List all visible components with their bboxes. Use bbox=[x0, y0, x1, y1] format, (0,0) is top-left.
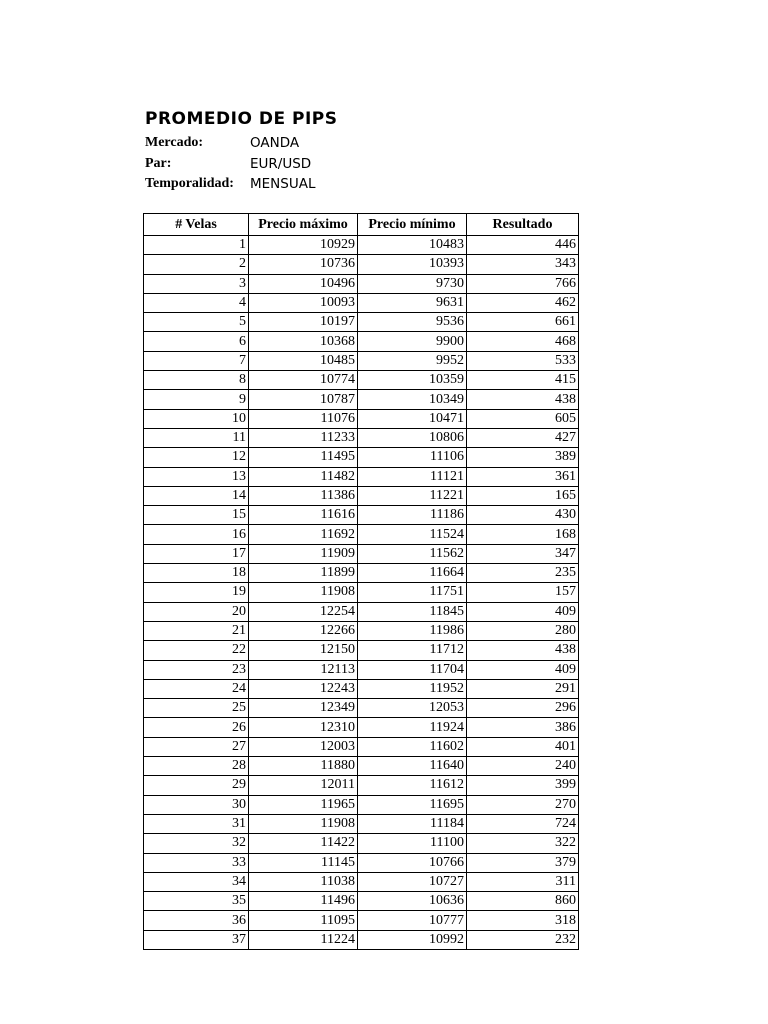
precio-maximo-cell: 10736 bbox=[249, 255, 358, 274]
precio-maximo-cell: 11692 bbox=[249, 525, 358, 544]
table-row bbox=[144, 313, 579, 332]
table-row bbox=[144, 332, 579, 351]
table-row bbox=[144, 371, 579, 390]
table-row bbox=[144, 911, 579, 930]
velas-cell: 37 bbox=[144, 930, 249, 949]
resultado-cell: 343 bbox=[467, 255, 579, 274]
velas-cell: 17 bbox=[144, 544, 249, 563]
precio-maximo-cell: 11386 bbox=[249, 486, 358, 505]
table-row bbox=[144, 776, 579, 795]
precio-maximo-cell: 11095 bbox=[249, 911, 358, 930]
meta-value: OANDA bbox=[250, 135, 300, 152]
precio-minimo-cell: 11751 bbox=[358, 583, 467, 602]
precio-maximo-cell: 11496 bbox=[249, 892, 358, 911]
velas-cell: 4 bbox=[144, 293, 249, 312]
precio-minimo-cell: 10992 bbox=[358, 930, 467, 949]
table-row bbox=[144, 564, 579, 583]
page-title: PROMEDIO DE PIPS bbox=[145, 109, 338, 129]
meta-info bbox=[145, 133, 315, 195]
precio-minimo-cell: 9730 bbox=[358, 274, 467, 293]
velas-cell: 35 bbox=[144, 892, 249, 911]
precio-minimo-cell: 11712 bbox=[358, 641, 467, 660]
precio-maximo-cell: 10496 bbox=[249, 274, 358, 293]
precio-maximo-cell: 11495 bbox=[249, 448, 358, 467]
precio-minimo-cell: 9900 bbox=[358, 332, 467, 351]
velas-cell: 9 bbox=[144, 390, 249, 409]
precio-minimo-cell: 10393 bbox=[358, 255, 467, 274]
velas-cell: 19 bbox=[144, 583, 249, 602]
velas-cell: 30 bbox=[144, 795, 249, 814]
precio-minimo-cell: 10483 bbox=[358, 236, 467, 255]
resultado-cell: 311 bbox=[467, 872, 579, 891]
precio-maximo-cell: 11038 bbox=[249, 872, 358, 891]
velas-cell: 24 bbox=[144, 679, 249, 698]
precio-maximo-cell: 12150 bbox=[249, 641, 358, 660]
resultado-cell: 157 bbox=[467, 583, 579, 602]
precio-maximo-cell: 11145 bbox=[249, 853, 358, 872]
table-row bbox=[144, 872, 579, 891]
precio-maximo-cell: 12266 bbox=[249, 621, 358, 640]
table-row bbox=[144, 718, 579, 737]
table-row bbox=[144, 525, 579, 544]
resultado-cell: 280 bbox=[467, 621, 579, 640]
precio-minimo-cell: 11602 bbox=[358, 737, 467, 756]
precio-minimo-cell: 11186 bbox=[358, 506, 467, 525]
resultado-cell: 347 bbox=[467, 544, 579, 563]
velas-cell: 1 bbox=[144, 236, 249, 255]
meta-value: MENSUAL bbox=[250, 176, 316, 193]
table-row bbox=[144, 506, 579, 525]
resultado-cell: 438 bbox=[467, 641, 579, 660]
resultado-cell: 318 bbox=[467, 911, 579, 930]
precio-maximo-cell: 11616 bbox=[249, 506, 358, 525]
column-header-velas: # Velas bbox=[144, 214, 249, 236]
table-row bbox=[144, 448, 579, 467]
velas-cell: 5 bbox=[144, 313, 249, 332]
precio-minimo-cell: 9536 bbox=[358, 313, 467, 332]
precio-minimo-cell: 11640 bbox=[358, 757, 467, 776]
table-row bbox=[144, 544, 579, 563]
velas-cell: 29 bbox=[144, 776, 249, 795]
resultado-cell: 661 bbox=[467, 313, 579, 332]
resultado-cell: 605 bbox=[467, 409, 579, 428]
table-body bbox=[144, 236, 579, 950]
precio-maximo-cell: 10774 bbox=[249, 371, 358, 390]
resultado-cell: 232 bbox=[467, 930, 579, 949]
velas-cell: 10 bbox=[144, 409, 249, 428]
table-row bbox=[144, 757, 579, 776]
precio-maximo-cell: 10197 bbox=[249, 313, 358, 332]
precio-minimo-cell: 11524 bbox=[358, 525, 467, 544]
resultado-cell: 322 bbox=[467, 834, 579, 853]
precio-minimo-cell: 10727 bbox=[358, 872, 467, 891]
table-row bbox=[144, 486, 579, 505]
precio-maximo-cell: 10485 bbox=[249, 351, 358, 370]
velas-cell: 8 bbox=[144, 371, 249, 390]
precio-minimo-cell: 10777 bbox=[358, 911, 467, 930]
column-header-precio-maximo: Precio máximo bbox=[249, 214, 358, 236]
resultado-cell: 389 bbox=[467, 448, 579, 467]
resultado-cell: 468 bbox=[467, 332, 579, 351]
precio-maximo-cell: 11233 bbox=[249, 428, 358, 447]
precio-minimo-cell: 11845 bbox=[358, 602, 467, 621]
precio-minimo-cell: 10471 bbox=[358, 409, 467, 428]
velas-cell: 22 bbox=[144, 641, 249, 660]
precio-minimo-cell: 11986 bbox=[358, 621, 467, 640]
precio-minimo-cell: 11695 bbox=[358, 795, 467, 814]
velas-cell: 25 bbox=[144, 699, 249, 718]
pips-table bbox=[143, 213, 579, 950]
velas-cell: 33 bbox=[144, 853, 249, 872]
table-row bbox=[144, 274, 579, 293]
resultado-cell: 462 bbox=[467, 293, 579, 312]
precio-minimo-cell: 11612 bbox=[358, 776, 467, 795]
table-row bbox=[144, 834, 579, 853]
precio-maximo-cell: 11899 bbox=[249, 564, 358, 583]
table-row bbox=[144, 814, 579, 833]
velas-cell: 27 bbox=[144, 737, 249, 756]
table-row bbox=[144, 641, 579, 660]
precio-maximo-cell: 12003 bbox=[249, 737, 358, 756]
precio-maximo-cell: 11965 bbox=[249, 795, 358, 814]
precio-maximo-cell: 11880 bbox=[249, 757, 358, 776]
precio-maximo-cell: 11422 bbox=[249, 834, 358, 853]
table-row bbox=[144, 679, 579, 698]
precio-minimo-cell: 11221 bbox=[358, 486, 467, 505]
precio-minimo-cell: 10349 bbox=[358, 390, 467, 409]
precio-minimo-cell: 11952 bbox=[358, 679, 467, 698]
precio-minimo-cell: 11184 bbox=[358, 814, 467, 833]
resultado-cell: 446 bbox=[467, 236, 579, 255]
velas-cell: 20 bbox=[144, 602, 249, 621]
velas-cell: 2 bbox=[144, 255, 249, 274]
precio-minimo-cell: 11924 bbox=[358, 718, 467, 737]
precio-maximo-cell: 12310 bbox=[249, 718, 358, 737]
velas-cell: 32 bbox=[144, 834, 249, 853]
meta-label: Par: bbox=[145, 155, 172, 171]
meta-label: Temporalidad: bbox=[145, 176, 234, 192]
table-row bbox=[144, 428, 579, 447]
precio-minimo-cell: 11121 bbox=[358, 467, 467, 486]
precio-minimo-cell: 9952 bbox=[358, 351, 467, 370]
resultado-cell: 361 bbox=[467, 467, 579, 486]
resultado-cell: 409 bbox=[467, 602, 579, 621]
meta-row-temporalidad bbox=[145, 174, 315, 195]
precio-maximo-cell: 11224 bbox=[249, 930, 358, 949]
resultado-cell: 401 bbox=[467, 737, 579, 756]
resultado-cell: 240 bbox=[467, 757, 579, 776]
resultado-cell: 386 bbox=[467, 718, 579, 737]
precio-maximo-cell: 11076 bbox=[249, 409, 358, 428]
velas-cell: 28 bbox=[144, 757, 249, 776]
velas-cell: 23 bbox=[144, 660, 249, 679]
velas-cell: 34 bbox=[144, 872, 249, 891]
table-row bbox=[144, 236, 579, 255]
precio-minimo-cell: 10359 bbox=[358, 371, 467, 390]
precio-maximo-cell: 11908 bbox=[249, 814, 358, 833]
meta-row-par bbox=[145, 154, 315, 175]
velas-cell: 16 bbox=[144, 525, 249, 544]
meta-label: Mercado: bbox=[145, 135, 204, 151]
precio-minimo-cell: 11100 bbox=[358, 834, 467, 853]
table-row bbox=[144, 293, 579, 312]
table-header-row bbox=[144, 214, 579, 236]
table-row bbox=[144, 795, 579, 814]
table-row bbox=[144, 351, 579, 370]
resultado-cell: 379 bbox=[467, 853, 579, 872]
precio-maximo-cell: 11482 bbox=[249, 467, 358, 486]
velas-cell: 31 bbox=[144, 814, 249, 833]
precio-maximo-cell: 10093 bbox=[249, 293, 358, 312]
velas-cell: 21 bbox=[144, 621, 249, 640]
velas-cell: 7 bbox=[144, 351, 249, 370]
precio-maximo-cell: 10368 bbox=[249, 332, 358, 351]
table-row bbox=[144, 409, 579, 428]
table-row bbox=[144, 853, 579, 872]
resultado-cell: 724 bbox=[467, 814, 579, 833]
table-row bbox=[144, 699, 579, 718]
precio-minimo-cell: 12053 bbox=[358, 699, 467, 718]
table-row bbox=[144, 390, 579, 409]
resultado-cell: 533 bbox=[467, 351, 579, 370]
table-row bbox=[144, 467, 579, 486]
precio-maximo-cell: 11908 bbox=[249, 583, 358, 602]
velas-cell: 18 bbox=[144, 564, 249, 583]
resultado-cell: 438 bbox=[467, 390, 579, 409]
velas-cell: 26 bbox=[144, 718, 249, 737]
precio-minimo-cell: 9631 bbox=[358, 293, 467, 312]
table-row bbox=[144, 583, 579, 602]
table-row bbox=[144, 660, 579, 679]
precio-maximo-cell: 10929 bbox=[249, 236, 358, 255]
precio-maximo-cell: 12349 bbox=[249, 699, 358, 718]
resultado-cell: 235 bbox=[467, 564, 579, 583]
resultado-cell: 296 bbox=[467, 699, 579, 718]
table-row bbox=[144, 255, 579, 274]
precio-minimo-cell: 11664 bbox=[358, 564, 467, 583]
resultado-cell: 430 bbox=[467, 506, 579, 525]
table-row bbox=[144, 737, 579, 756]
column-header-resultado: Resultado bbox=[467, 214, 579, 236]
resultado-cell: 168 bbox=[467, 525, 579, 544]
table-row bbox=[144, 892, 579, 911]
meta-value: EUR/USD bbox=[250, 155, 312, 172]
column-header-precio-minimo: Precio mínimo bbox=[358, 214, 467, 236]
precio-maximo-cell: 12113 bbox=[249, 660, 358, 679]
resultado-cell: 427 bbox=[467, 428, 579, 447]
resultado-cell: 860 bbox=[467, 892, 579, 911]
resultado-cell: 270 bbox=[467, 795, 579, 814]
velas-cell: 13 bbox=[144, 467, 249, 486]
precio-minimo-cell: 11106 bbox=[358, 448, 467, 467]
resultado-cell: 409 bbox=[467, 660, 579, 679]
precio-maximo-cell: 12011 bbox=[249, 776, 358, 795]
velas-cell: 36 bbox=[144, 911, 249, 930]
resultado-cell: 291 bbox=[467, 679, 579, 698]
precio-maximo-cell: 11909 bbox=[249, 544, 358, 563]
resultado-cell: 165 bbox=[467, 486, 579, 505]
velas-cell: 3 bbox=[144, 274, 249, 293]
precio-minimo-cell: 10636 bbox=[358, 892, 467, 911]
resultado-cell: 766 bbox=[467, 274, 579, 293]
resultado-cell: 399 bbox=[467, 776, 579, 795]
velas-cell: 6 bbox=[144, 332, 249, 351]
precio-maximo-cell: 12254 bbox=[249, 602, 358, 621]
precio-maximo-cell: 12243 bbox=[249, 679, 358, 698]
velas-cell: 15 bbox=[144, 506, 249, 525]
table-row bbox=[144, 602, 579, 621]
velas-cell: 11 bbox=[144, 428, 249, 447]
precio-minimo-cell: 11562 bbox=[358, 544, 467, 563]
velas-cell: 12 bbox=[144, 448, 249, 467]
table-row bbox=[144, 621, 579, 640]
precio-minimo-cell: 10806 bbox=[358, 428, 467, 447]
precio-maximo-cell: 10787 bbox=[249, 390, 358, 409]
meta-row-mercado bbox=[145, 133, 315, 154]
precio-minimo-cell: 10766 bbox=[358, 853, 467, 872]
table-row bbox=[144, 930, 579, 949]
velas-cell: 14 bbox=[144, 486, 249, 505]
precio-minimo-cell: 11704 bbox=[358, 660, 467, 679]
resultado-cell: 415 bbox=[467, 371, 579, 390]
